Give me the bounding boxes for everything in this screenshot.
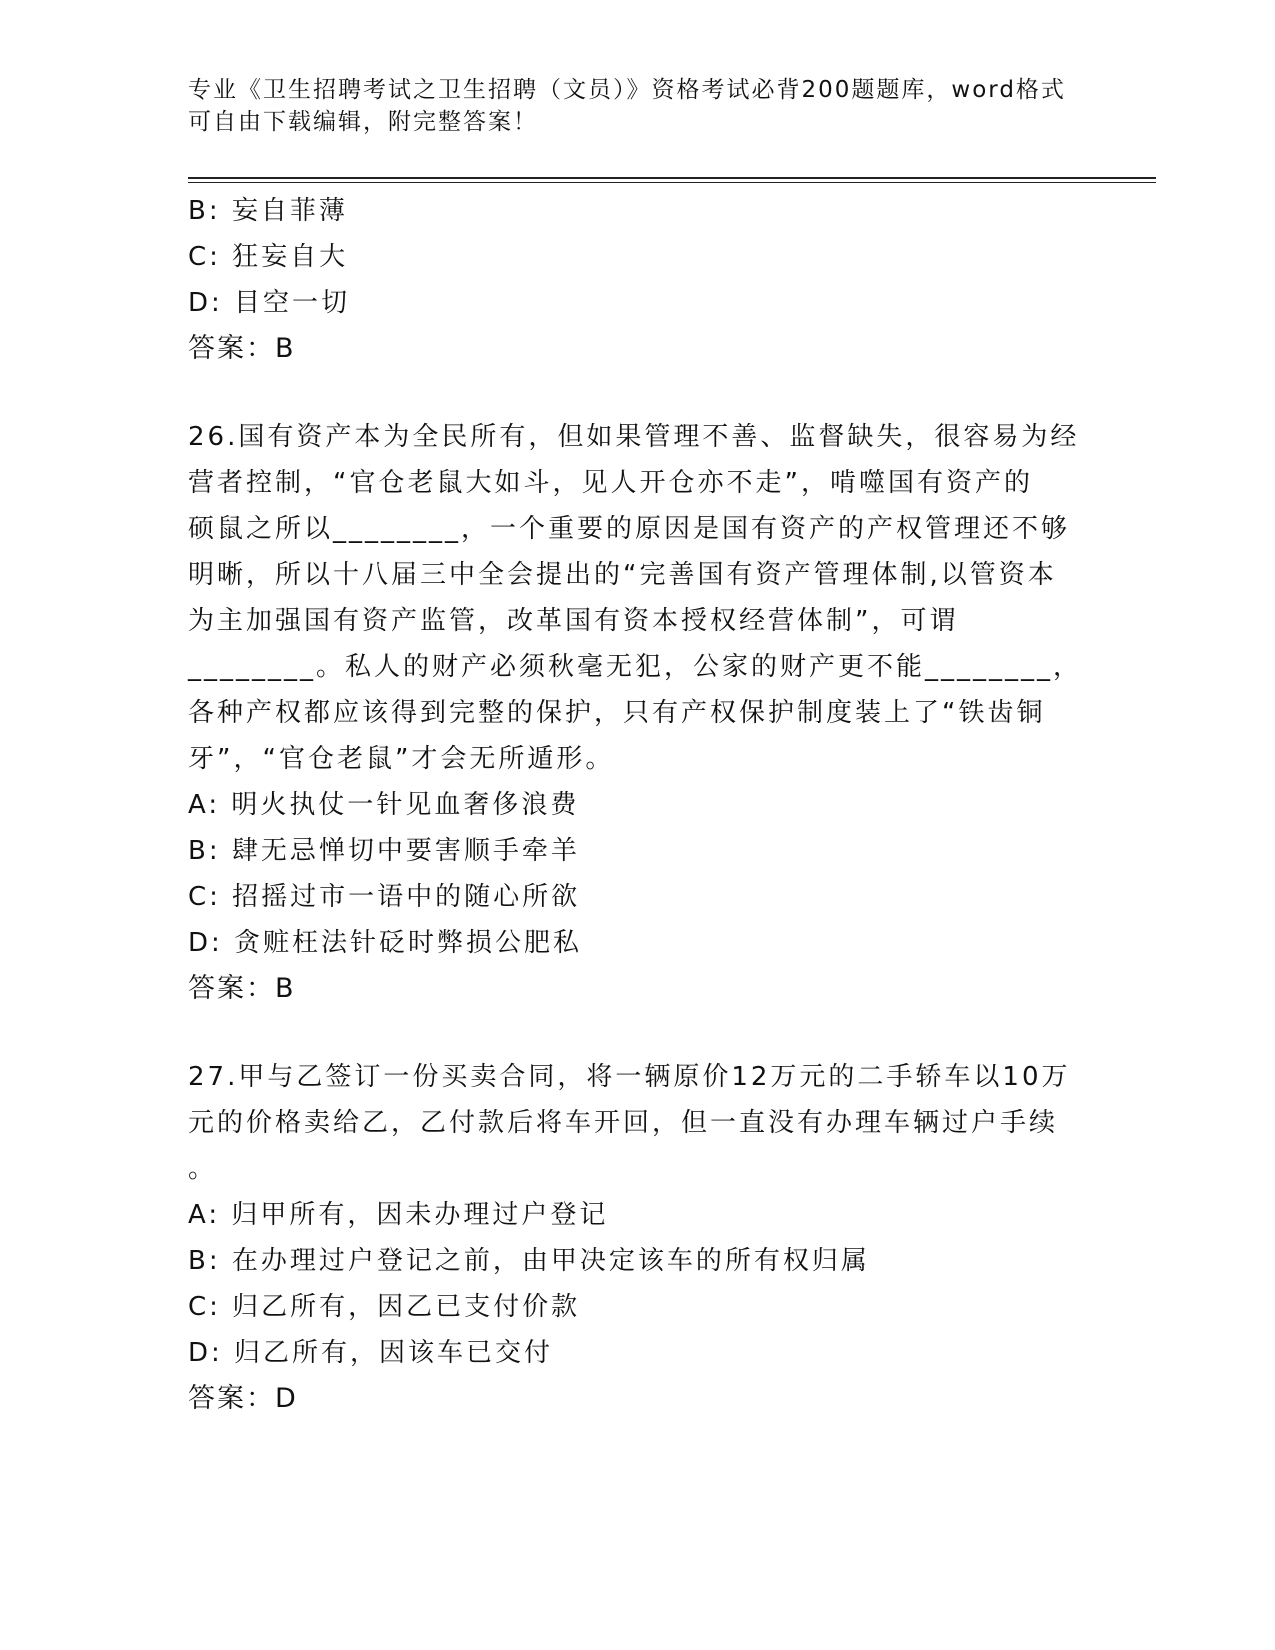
option-a: A: 归甲所有，因未办理过户登记 bbox=[188, 1200, 609, 1230]
option-c: C: 狂妄自大 bbox=[188, 242, 349, 272]
question-25 bbox=[188, 188, 1088, 372]
spacer bbox=[188, 372, 1088, 414]
answer-line: 答案：B bbox=[188, 973, 296, 1004]
question-27 bbox=[188, 1054, 1088, 1422]
question-stem-line: 为主加强国有资产监管，改革国有资本授权经营体制”，可谓 bbox=[188, 606, 959, 636]
option-c: C: 招摇过市一语中的随心所欲 bbox=[188, 882, 581, 912]
question-stem-line: 。 bbox=[188, 1154, 218, 1184]
question-stem-line: 硕鼠之所以________，一个重要的原因是国有资产的产权管理还不够 bbox=[188, 514, 1071, 544]
option-a: A: 明火执仗一针见血奢侈浪费 bbox=[188, 790, 580, 820]
question-stem-line: 牙”，“官仓老鼠”才会无所遁形。 bbox=[188, 744, 615, 774]
document-header bbox=[188, 74, 1088, 138]
header-divider-thick bbox=[188, 177, 1156, 179]
option-c: C: 归乙所有，因乙已支付价款 bbox=[188, 1292, 581, 1322]
question-content bbox=[188, 188, 1088, 1422]
question-stem-line: 各种产权都应该得到完整的保护，只有产权保护制度装上了“铁齿铜 bbox=[188, 698, 1046, 728]
option-b: B: 在办理过户登记之前，由甲决定该车的所有权归属 bbox=[188, 1246, 870, 1276]
question-stem-line: 26.国有资产本为全民所有，但如果管理不善、监督缺失，很容易为经 bbox=[188, 422, 1080, 452]
question-stem-line: 明晰，所以十八届三中全会提出的“完善国有资产管理体制,以管资本 bbox=[188, 560, 1057, 590]
question-stem-line: 27.甲与乙签订一份买卖合同，将一辆原价12万元的二手轿车以10万 bbox=[188, 1062, 1071, 1092]
answer-line: 答案：D bbox=[188, 1383, 298, 1414]
question-26 bbox=[188, 414, 1088, 1012]
header-title-line-1: 专业《卫生招聘考试之卫生招聘（文员）》资格考试必背200题题库，word格式 bbox=[188, 77, 1066, 103]
header-divider-thin bbox=[188, 182, 1156, 183]
option-d: D: 归乙所有，因该车已交付 bbox=[188, 1338, 554, 1368]
option-b: B: 肆无忌惮切中要害顺手牵羊 bbox=[188, 836, 580, 866]
question-stem-line: ________。私人的财产必须秋毫无犯，公家的财产更不能________， bbox=[188, 652, 1083, 682]
option-d: D: 贪赃枉法针砭时弊损公肥私 bbox=[188, 928, 583, 958]
question-stem-line: 元的价格卖给乙，乙付款后将车开回，但一直没有办理车辆过户手续 bbox=[188, 1108, 1059, 1138]
question-stem-line: 营者控制，“官仓老鼠大如斗，见人开仓亦不走”，啃噬国有资产的 bbox=[188, 468, 1033, 498]
option-b: B: 妄自菲薄 bbox=[188, 196, 348, 226]
spacer bbox=[188, 1012, 1088, 1054]
answer-line: 答案：B bbox=[188, 333, 296, 364]
option-d: D: 目空一切 bbox=[188, 288, 351, 318]
header-title-line-2: 可自由下载编辑，附完整答案！ bbox=[188, 109, 538, 135]
